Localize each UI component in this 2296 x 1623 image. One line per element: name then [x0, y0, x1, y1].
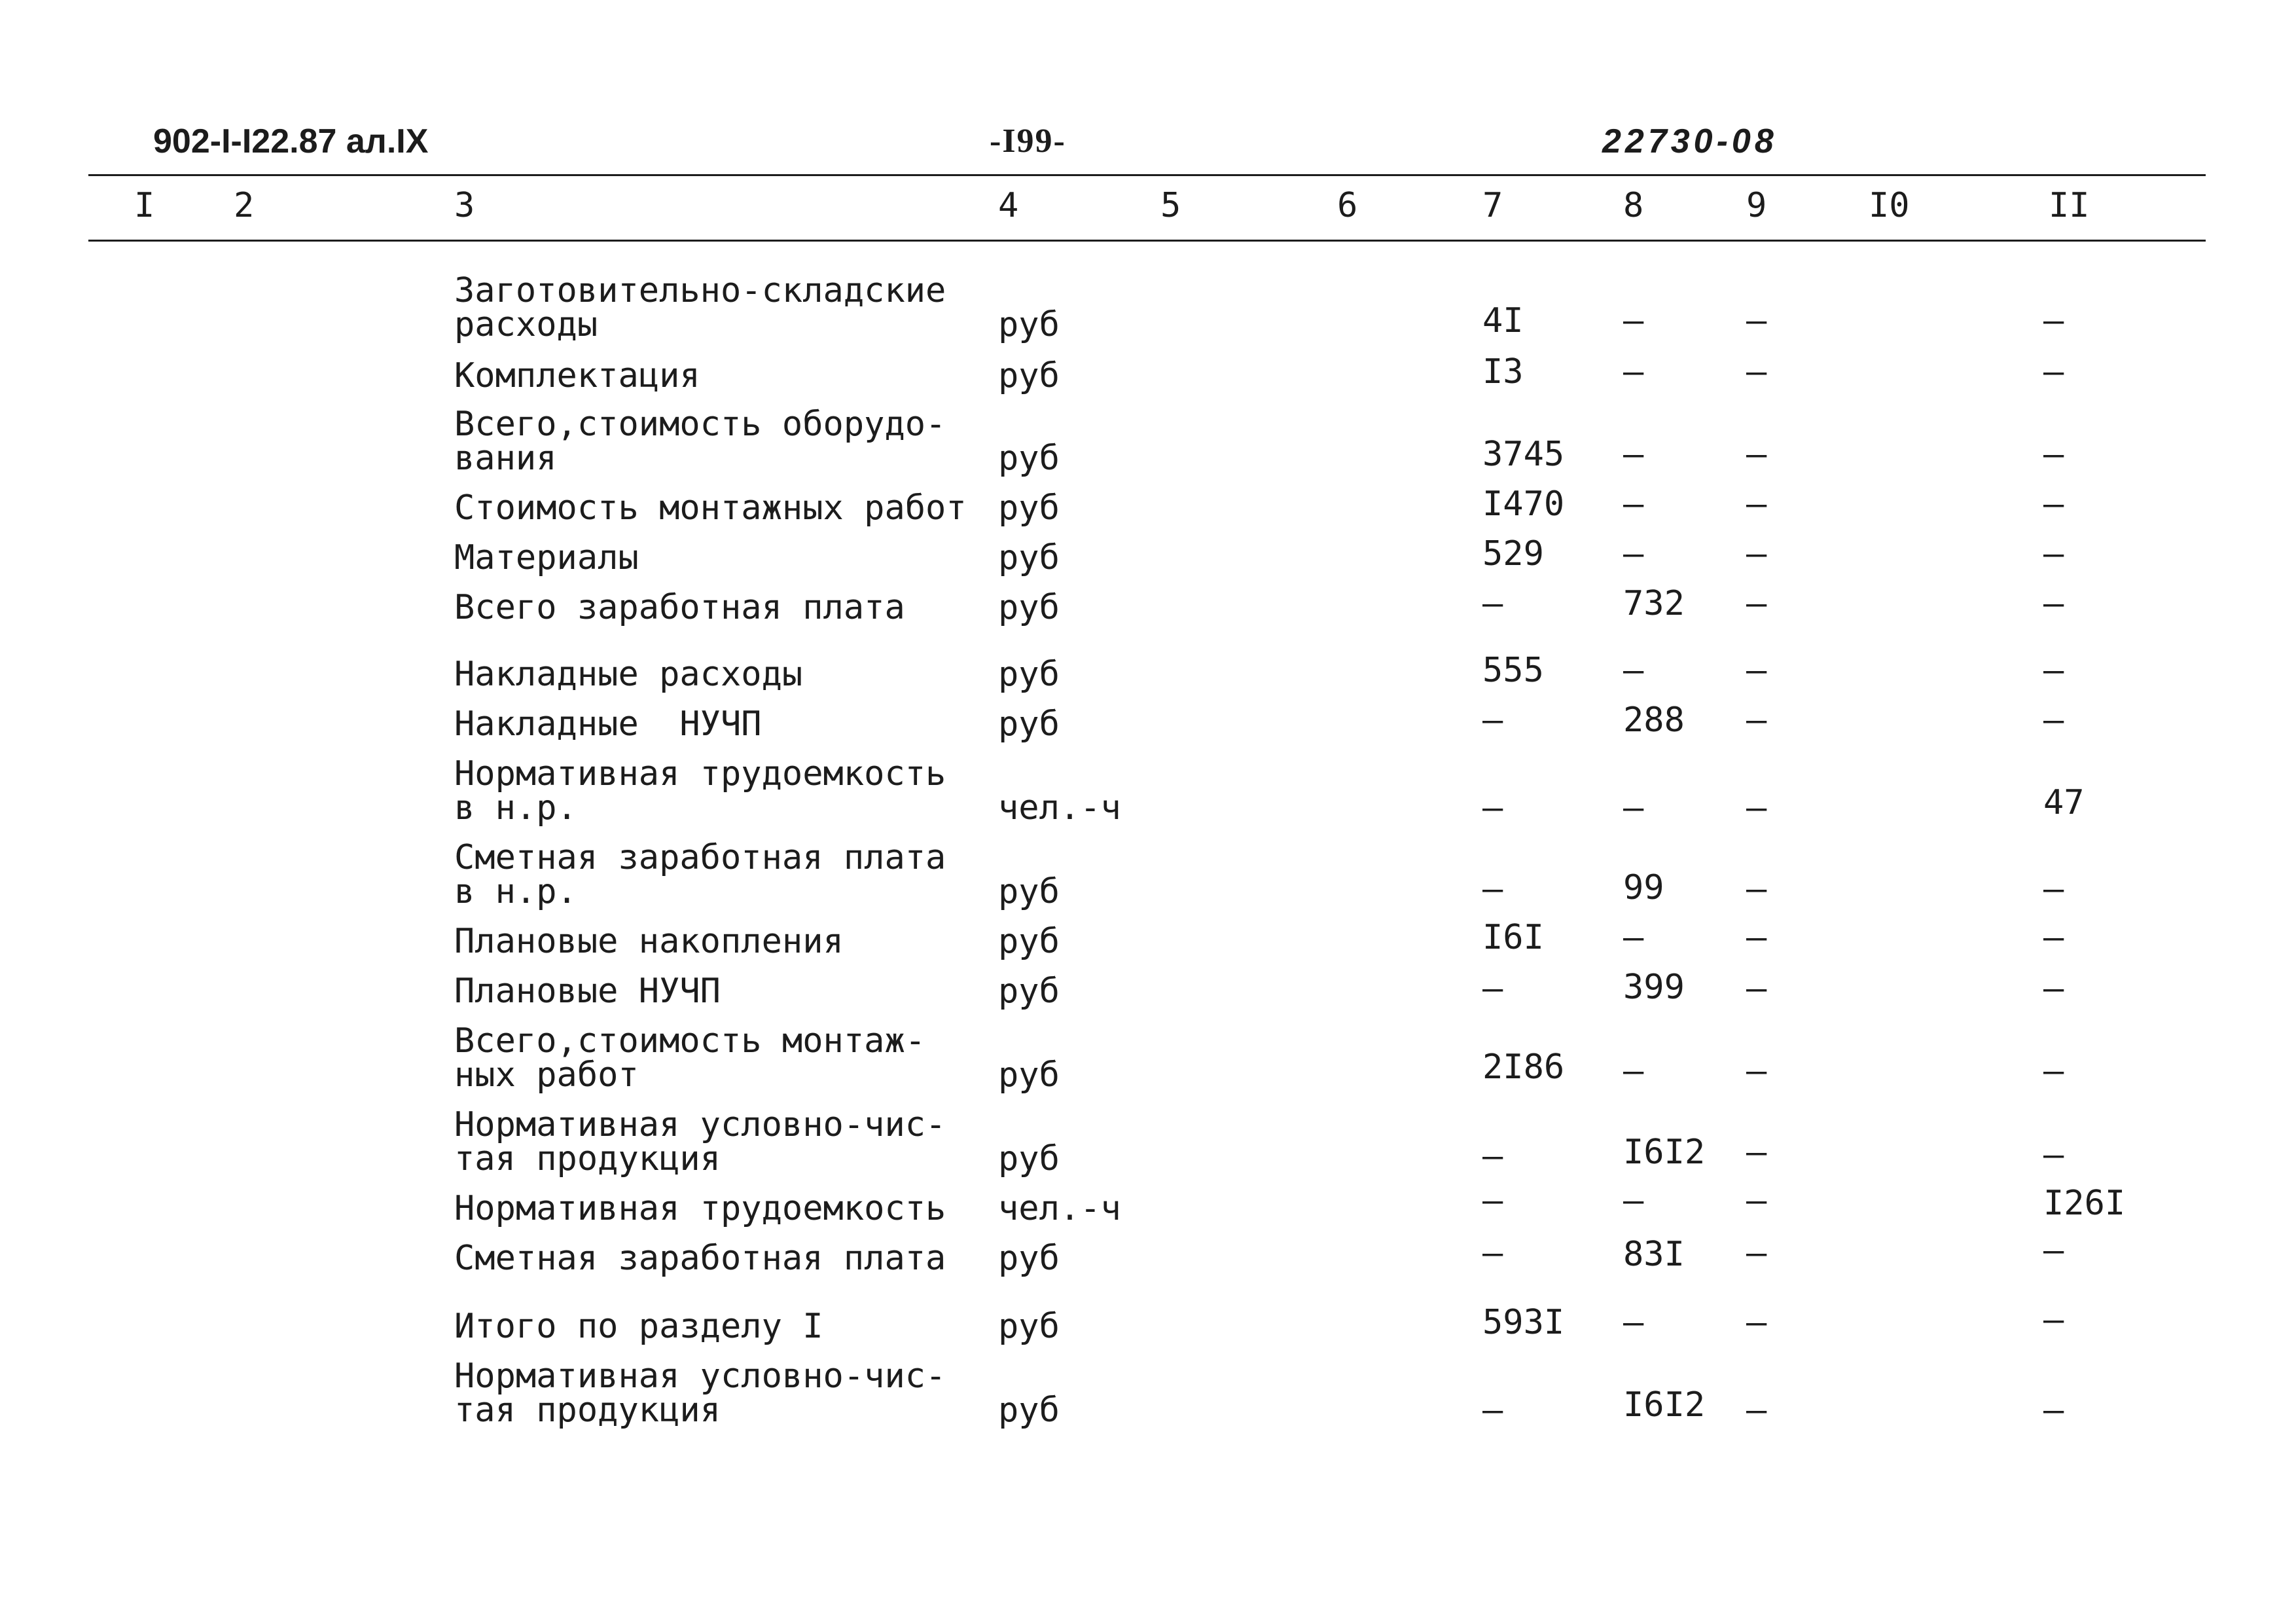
row-name: Всего,стоимость монтаж- ных работ [454, 1021, 926, 1095]
row-col11: – [2043, 484, 2064, 524]
row-col8: – [1623, 1303, 1644, 1342]
row-col9: – [1746, 484, 1767, 524]
row-col7: – [1482, 1391, 1503, 1430]
row-col11: – [2043, 1231, 2064, 1270]
row-name: Всего заработная плата [454, 588, 905, 627]
row-unit: руб [998, 1239, 1060, 1278]
row-col11: – [2043, 918, 2064, 957]
row-unit: руб [998, 1391, 1060, 1430]
row-col7: 555 [1482, 651, 1544, 690]
row-col7: 529 [1482, 534, 1544, 574]
row-name: Нормативная условно-чис- тая продукция [454, 1357, 946, 1430]
table-top-rule [88, 174, 2206, 176]
row-col11: – [2043, 352, 2064, 392]
row-col11: – [2043, 651, 2064, 690]
row-col9: – [1746, 435, 1767, 474]
row-col11: – [2043, 701, 2064, 740]
row-name: Накладные расходы [454, 655, 803, 694]
row-name: Сметная заработная плата в н.р. [454, 838, 946, 911]
row-col9: – [1746, 1391, 1767, 1430]
row-col7: 2I86 [1482, 1048, 1565, 1087]
row-col8: 83I [1623, 1235, 1685, 1274]
row-col9: – [1746, 584, 1767, 623]
row-unit: руб [998, 872, 1060, 911]
column-number-10: I0 [1869, 186, 1910, 225]
row-col7: – [1482, 969, 1503, 1008]
row-col7: 593I [1482, 1303, 1565, 1342]
column-number-6: 6 [1337, 186, 1358, 225]
row-unit: руб [998, 588, 1060, 627]
row-unit: руб [998, 439, 1060, 478]
row-col7: I3 [1482, 352, 1524, 392]
row-col9: – [1746, 1303, 1767, 1342]
row-name: Стоимость монтажных работ [454, 488, 967, 528]
column-number-3: 3 [454, 186, 475, 225]
row-name: Плановые НУЧП [454, 972, 721, 1011]
row-unit: руб [998, 972, 1060, 1011]
column-number-7: 7 [1482, 186, 1503, 225]
row-unit: руб [998, 1307, 1060, 1346]
row-col11: – [2043, 1300, 2064, 1340]
row-col11: – [2043, 1051, 2064, 1091]
row-col7: 4I [1482, 301, 1524, 340]
column-number-5: 5 [1160, 186, 1181, 225]
row-col8: – [1623, 301, 1644, 340]
row-col7: – [1482, 701, 1503, 740]
row-col9: – [1746, 869, 1767, 909]
row-col8: – [1623, 534, 1644, 574]
row-name: Комплектация [454, 356, 700, 395]
row-col9: – [1746, 301, 1767, 340]
row-col9: – [1746, 1181, 1767, 1220]
row-col7: – [1482, 584, 1503, 623]
column-number-8: 8 [1623, 186, 1644, 225]
row-col9: – [1746, 788, 1767, 828]
row-name: Нормативная условно-чис- тая продукция [454, 1105, 946, 1178]
row-col9: – [1746, 1051, 1767, 1091]
row-col9: – [1746, 352, 1767, 392]
row-unit: руб [998, 704, 1060, 744]
row-unit: руб [998, 488, 1060, 528]
column-number-9: 9 [1746, 186, 1767, 225]
row-col8: – [1623, 1181, 1644, 1220]
row-col8: 399 [1623, 968, 1685, 1007]
row-unit: чел.-ч [998, 1189, 1121, 1228]
row-col11: – [2043, 869, 2064, 909]
row-col8: 732 [1623, 584, 1685, 623]
row-col9: – [1746, 1233, 1767, 1273]
row-col9: – [1746, 534, 1767, 574]
row-name: Всего,стоимость оборудо- вания [454, 405, 946, 478]
row-col7: – [1482, 1181, 1503, 1220]
column-number-4: 4 [998, 186, 1019, 225]
row-name: Нормативная трудоемкость в н.р. [454, 754, 946, 828]
row-col7: I6I [1482, 918, 1544, 957]
row-unit: руб [998, 1139, 1060, 1178]
row-col7: – [1482, 869, 1503, 909]
row-col8: – [1623, 788, 1644, 828]
row-unit: руб [998, 356, 1060, 395]
row-unit: чел.-ч [998, 788, 1121, 828]
row-col8: I6I2 [1623, 1385, 1706, 1425]
column-number-11: II [2049, 186, 2090, 225]
row-col8: I6I2 [1623, 1133, 1706, 1172]
row-col9: – [1746, 701, 1767, 740]
page-number: -I99- [990, 122, 1066, 160]
row-unit: руб [998, 305, 1060, 344]
row-col7: 3745 [1482, 435, 1565, 474]
row-col8: – [1623, 352, 1644, 392]
row-col8: 288 [1623, 701, 1685, 740]
column-number-1: I [134, 186, 155, 225]
row-col9: – [1746, 651, 1767, 690]
row-name: Накладные НУЧП [454, 704, 762, 744]
row-col9: – [1746, 1133, 1767, 1172]
row-unit: руб [998, 922, 1060, 961]
row-col11: – [2043, 1391, 2064, 1430]
column-number-2: 2 [234, 186, 255, 225]
row-col9: – [1746, 918, 1767, 957]
row-col8: 99 [1623, 868, 1664, 907]
row-unit: руб [998, 655, 1060, 694]
row-col11: I26I [2043, 1184, 2126, 1223]
row-col11: 47 [2043, 783, 2085, 822]
row-col11: – [2043, 1135, 2064, 1175]
row-name: Итого по разделу I [454, 1307, 823, 1346]
row-col8: – [1623, 484, 1644, 524]
row-col8: – [1623, 1051, 1644, 1091]
row-unit: руб [998, 538, 1060, 577]
row-col9: – [1746, 969, 1767, 1008]
row-col11: – [2043, 301, 2064, 340]
row-name: Заготовительно-складские расходы [454, 271, 946, 344]
row-col8: – [1623, 918, 1644, 957]
row-name: Материалы [454, 538, 639, 577]
row-col8: – [1623, 435, 1644, 474]
document-code: 902-I-I22.87 ал.IX [153, 122, 429, 160]
row-col7: – [1482, 1233, 1503, 1273]
row-name: Сметная заработная плата [454, 1239, 946, 1278]
row-col7: – [1482, 1137, 1503, 1176]
table-header-rule [88, 240, 2206, 242]
row-col8: – [1623, 651, 1644, 690]
row-col7: – [1482, 788, 1503, 828]
row-unit: руб [998, 1055, 1060, 1095]
row-name: Нормативная трудоемкость [454, 1189, 946, 1228]
document-number: 22730-08 [1602, 122, 1778, 160]
row-col11: – [2043, 534, 2064, 574]
row-col11: – [2043, 435, 2064, 474]
row-col11: – [2043, 969, 2064, 1008]
row-col11: – [2043, 584, 2064, 623]
row-col7: I470 [1482, 484, 1565, 524]
row-name: Плановые накопления [454, 922, 844, 961]
